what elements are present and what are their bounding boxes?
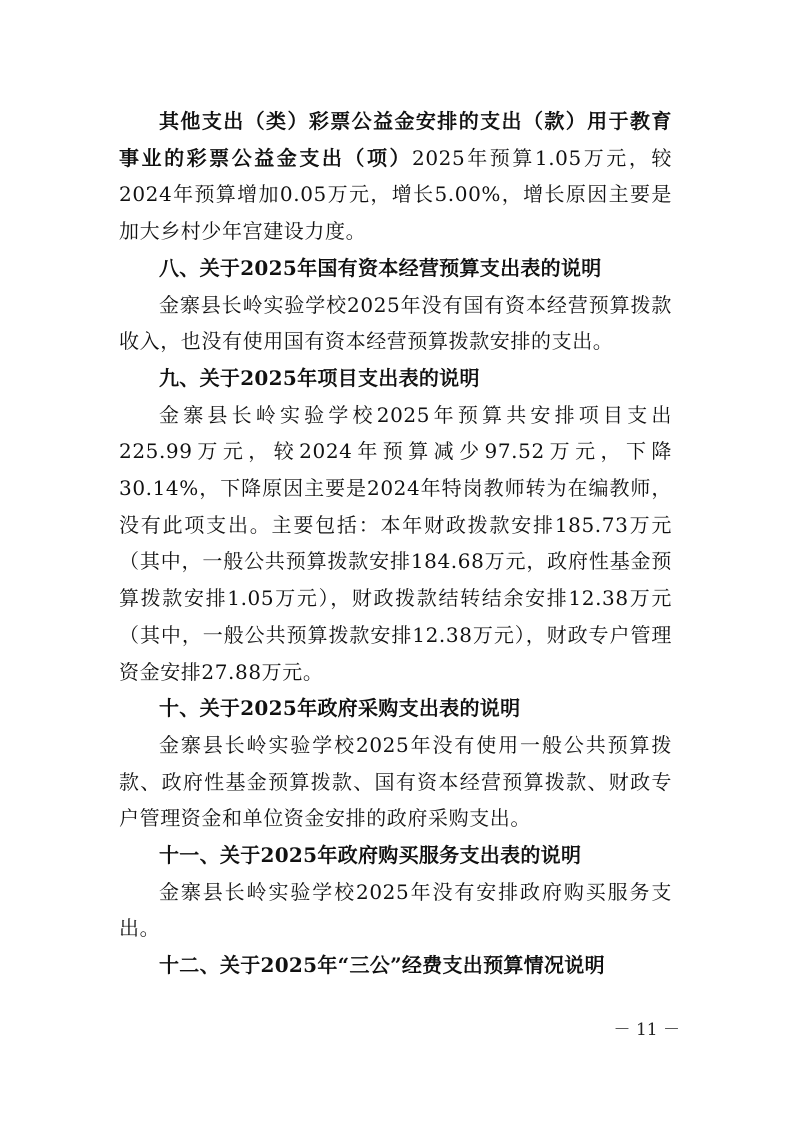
page-number: － 11 －: [613, 1020, 680, 1040]
document-body: [119, 103, 672, 984]
paragraph-text: 金寨县长岭实验学校2025年预算共安排项目支出225.99万元，较2024年预算减少97.52万元，下降30.14%，下降原因主要是2024年特岗教师转为在编教师，没有此项支出。主要包括：本年财政拨款安排185.73万元（其中，一般公共预算拨款安排184.68万元，政府性基金预算拨款安排1.05万元），财政拨款结转结余安排12.38万元（其中，一般公共预算拨款安排12.38万元），财政专户管理资金安排27.88万元。: [119, 402, 672, 684]
section-heading-9: 九、关于2025年项目支出表的说明: [159, 365, 480, 390]
section-heading-11: 十一、关于2025年政府购买服务支出表的说明: [159, 843, 582, 868]
paragraph-lead: 其他支出（类）彩票公益金安排的支出（款）用于教育事业的彩票公益金支出（项）: [119, 109, 672, 170]
paragraph-text: 2025年预算1.05万元，较2024年预算增加0.05万元，增长5.00%，增长原因主要是加大乡村少年宫建设力度。: [119, 145, 672, 244]
paragraph-text: 金寨县长岭实验学校2025年没有国有资本经营预算拨款收入，也没有使用国有资本经营预算拨款安排的支出。: [119, 292, 672, 354]
paragraph-project-expenditure: [119, 397, 672, 691]
paragraph-state-capital: [119, 287, 672, 360]
paragraph-lottery-fund: [119, 103, 672, 250]
paragraph-text: 金寨县长岭实验学校2025年没有使用一般公共预算拨款、政府性基金预算拨款、国有资本经营预算拨款、财政专户管理资金和单位资金安排的政府采购支出。: [119, 732, 672, 831]
section-heading-12: 十二、关于2025年“三公”经费支出预算情况说明: [159, 953, 605, 978]
paragraph-service-purchase: [119, 874, 672, 947]
paragraph-text: 金寨县长岭实验学校2025年没有安排政府购买服务支出。: [119, 879, 672, 941]
paragraph-procurement: [119, 727, 672, 837]
section-heading-10: 十、关于2025年政府采购支出表的说明: [159, 696, 521, 721]
section-heading-8: 八、关于2025年国有资本经营预算支出表的说明: [159, 255, 602, 280]
